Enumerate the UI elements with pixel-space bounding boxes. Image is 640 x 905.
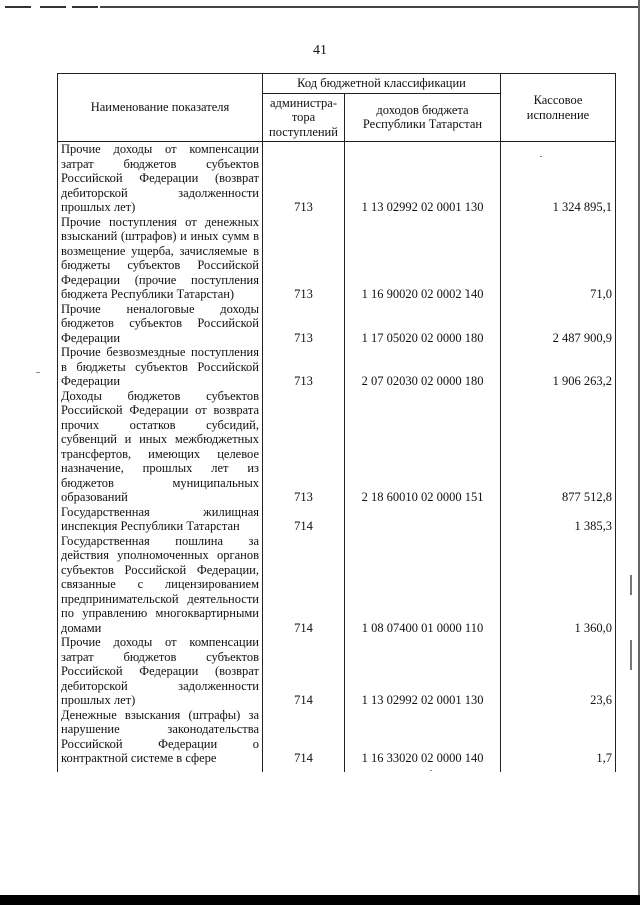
header-cash-execution: Кассовое исполнение — [501, 74, 616, 142]
row-income-code: 1 13 02992 02 0001 130 — [345, 142, 501, 215]
header-income-code: доходов бюджета Республики Татарстан — [345, 93, 501, 142]
row-income-code: 1 08 07400 01 0000 110 — [345, 534, 501, 636]
row-name: Денежные взыскания (штрафы) за нарушение законодательства Российской Федерации о контрактной системе в сфере — [58, 708, 263, 772]
row-amount: 1 360,0 — [501, 534, 616, 636]
row-income-code: 1 13 02992 02 0001 130 — [345, 635, 501, 708]
budget-revenue-table — [57, 73, 616, 772]
row-name: Прочие доходы от компенсации затрат бюджетов субъектов Российской Федерации (возврат дебиторской задолженности прошлых лет) — [58, 142, 263, 215]
table-row — [58, 389, 616, 505]
row-amount: 71,0 — [501, 215, 616, 302]
row-income-code: 1 16 90020 02 0002 140 — [345, 215, 501, 302]
row-income-code: 1 17 05020 02 0000 180 — [345, 302, 501, 346]
row-admin-code: 714 — [263, 708, 345, 772]
row-name: Государственная жилищная инспекция Республики Татарстан — [58, 505, 263, 534]
table-row — [58, 345, 616, 389]
row-admin-code: 713 — [263, 215, 345, 302]
row-name: Доходы бюджетов субъектов Российской Федерации от возврата прочих остатков субсидий, субвенций и иных межбюджетных трансфертов, имеющих целевое назначение, прошлых лет из бюджетов муниципальных образований — [58, 389, 263, 505]
scan-edge-mark — [72, 6, 98, 8]
row-income-code — [345, 505, 501, 534]
row-admin-code: 713 — [263, 345, 345, 389]
table-row — [58, 505, 616, 534]
row-amount: 1,7 — [501, 708, 616, 772]
table-row — [58, 142, 616, 215]
row-admin-code: 713 — [263, 302, 345, 346]
table-row — [58, 215, 616, 302]
scan-margin-mark — [630, 575, 632, 595]
table-row — [58, 534, 616, 636]
scan-edge-mark — [5, 6, 31, 8]
row-name: Прочие безвозмездные поступления в бюджеты субъектов Российской Федерации — [58, 345, 263, 389]
page-number: 41 — [313, 43, 327, 58]
table-row — [58, 708, 616, 772]
header-indicator-name: Наименование показателя — [58, 74, 263, 142]
scan-margin-mark — [630, 640, 632, 670]
row-admin-code: 714 — [263, 635, 345, 708]
row-amount: 23,6 — [501, 635, 616, 708]
row-admin-code: 714 — [263, 505, 345, 534]
row-amount: 2 487 900,9 — [501, 302, 616, 346]
row-income-code: 2 07 02030 02 0000 180 — [345, 345, 501, 389]
row-amount: 877 512,8 — [501, 389, 616, 505]
row-admin-code: 713 — [263, 389, 345, 505]
row-income-code: 1 16 33020 02 0000 140 — [345, 708, 501, 772]
row-name: Прочие неналоговые доходы бюджетов субъектов Российской Федерации — [58, 302, 263, 346]
row-admin-code: 714 — [263, 534, 345, 636]
row-amount: 1 324 895,1 — [501, 142, 616, 215]
row-amount: 1 906 263,2 — [501, 345, 616, 389]
scan-edge-mark — [40, 6, 66, 8]
row-name: Прочие доходы от компенсации затрат бюджетов субъектов Российской Федерации (возврат дебиторской задолженности прошлых лет) — [58, 635, 263, 708]
header-administrator: администра-тора поступлений — [263, 93, 345, 142]
scan-bottom-edge — [0, 895, 640, 905]
scan-speck — [36, 372, 40, 373]
scan-top-edge — [100, 6, 640, 8]
table-row — [58, 302, 616, 346]
row-amount: 1 385,3 — [501, 505, 616, 534]
table-row — [58, 635, 616, 708]
header-classification-code: Код бюджетной классификации — [263, 74, 501, 94]
row-admin-code: 713 — [263, 142, 345, 215]
row-name: Прочие поступления от денежных взысканий (штрафов) и иных сумм в возмещение ущерба, зачисляемые в бюджеты субъектов Российской Федерации (прочие поступления бюджета Республики Татарстан) — [58, 215, 263, 302]
row-name: Государственная пошлина за действия уполномоченных органов субъектов Российской Федерации, связанные с лицензированием предпринимательской деятельности по управлению многоквартирными домами — [58, 534, 263, 636]
row-income-code: 2 18 60010 02 0000 151 — [345, 389, 501, 505]
